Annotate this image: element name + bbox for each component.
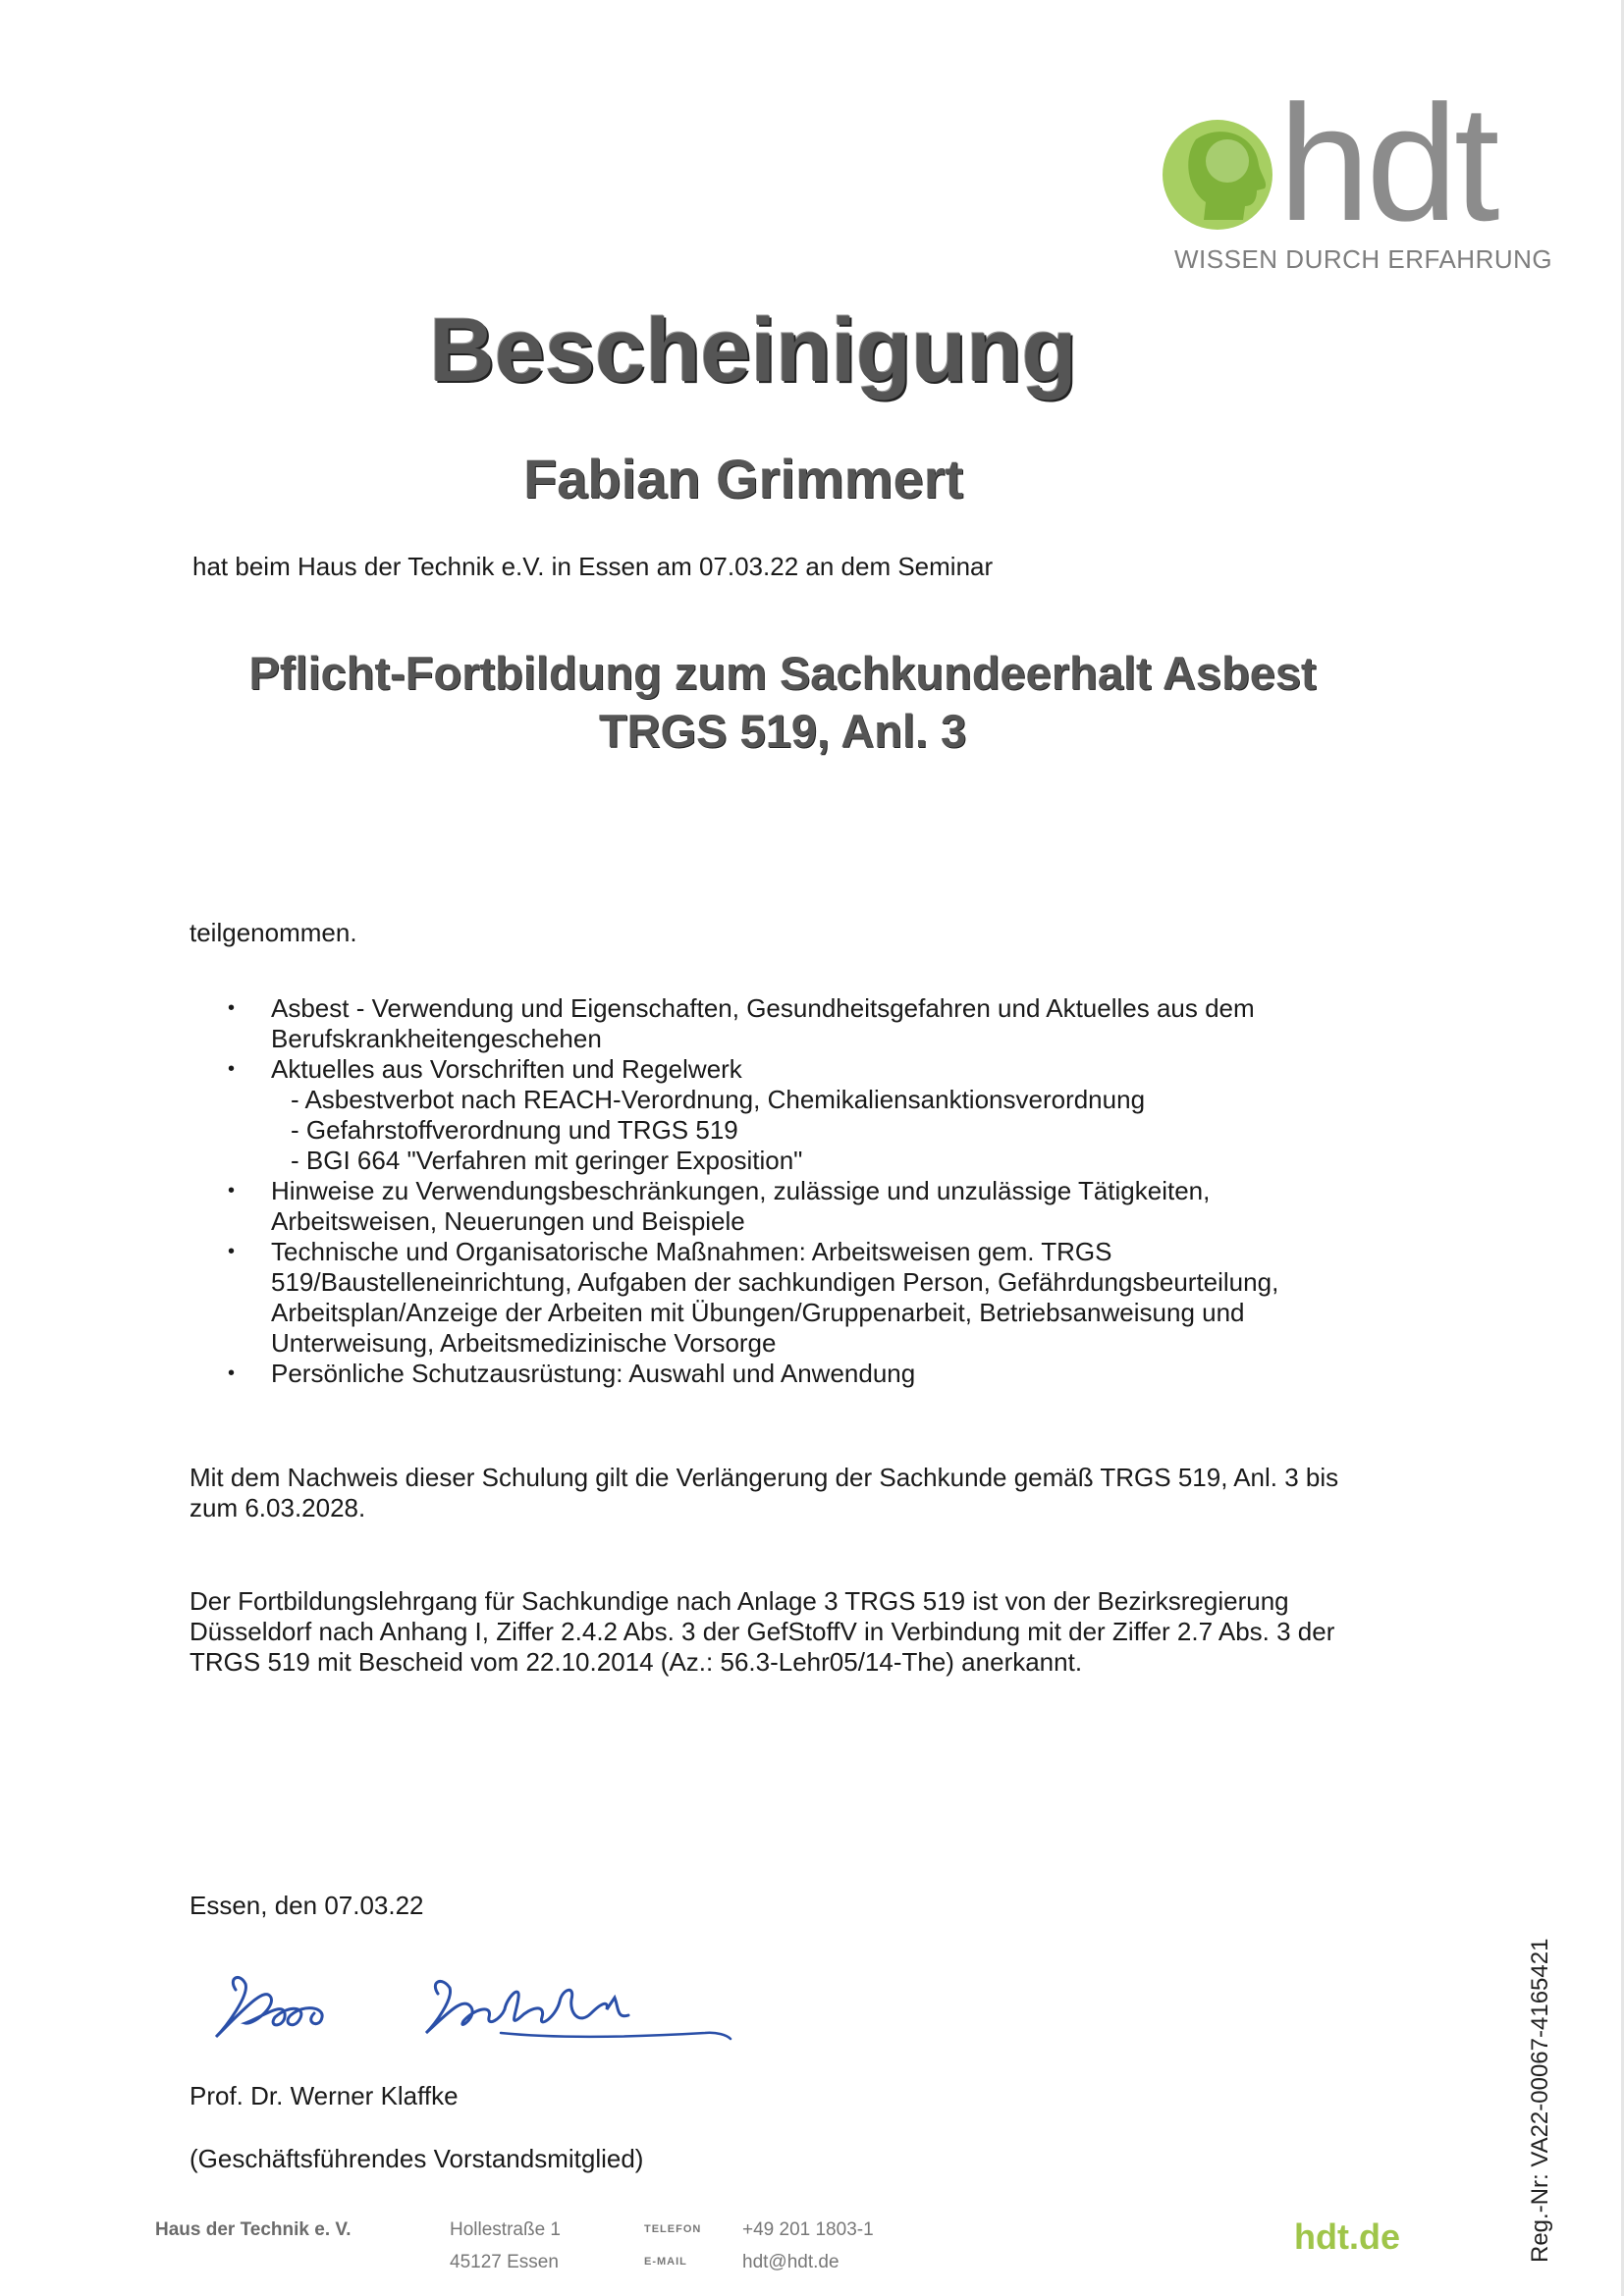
paragraph-line: zum 6.03.2028. <box>189 1493 366 1522</box>
subtopic-line: - Asbestverbot nach REACH-Verordnung, Chemikaliensanktionsverordnung <box>291 1085 1146 1114</box>
head-profile-icon <box>1159 110 1286 238</box>
topic-list <box>228 993 1435 1389</box>
topic-line: Arbeitsplan/Anzeige der Arbeiten mit Übungen/Gruppenarbeit, Betriebsanweisung und <box>271 1298 1245 1327</box>
place-date: Essen, den 07.03.22 <box>189 1891 424 1920</box>
validity-paragraph <box>189 1463 1466 1523</box>
signer-name: Prof. Dr. Werner Klaffke <box>189 2081 459 2110</box>
course-title-line: Pflicht-Fortbildung zum Sachkundeerhalt Asbest <box>248 647 1317 699</box>
footer-email-label: E-MAIL <box>644 2256 687 2268</box>
topic-line: Hinweise zu Verwendungsbeschränkungen, zulässige und unzulässige Tätigkeiten, <box>271 1176 1211 1205</box>
topic-line: Asbest - Verwendung und Eigenschaften, Gesundheitsgefahren und Aktuelles aus dem <box>271 993 1255 1023</box>
recipient-name: Fabian Grimmert <box>522 448 964 509</box>
participated-text: teilgenommen. <box>189 918 357 947</box>
handwritten-signature <box>206 1939 815 2056</box>
footer-city: 45127 Essen <box>450 2252 559 2272</box>
list-item <box>228 993 1435 1054</box>
paragraph-line: TRGS 519 mit Bescheid vom 22.10.2014 (Az.: 56.3-Lehr05/14-The) anerkannt. <box>189 1647 1083 1677</box>
registration-number <box>1527 1929 1566 2263</box>
footer-website: hdt.de <box>1294 2216 1400 2257</box>
footer <box>0 2214 1624 2282</box>
signer-role: (Geschäftsführendes Vorstandsmitglied) <box>189 2144 644 2173</box>
topic-line: Unterweisung, Arbeitsmedizinische Vorsorge <box>271 1328 777 1358</box>
topic-line: Technische und Organisatorische Maßnahmen: Arbeitsweisen gem. TRGS <box>271 1237 1112 1266</box>
logo-tagline: WISSEN DURCH ERFAHRUNG <box>1174 244 1553 274</box>
course-title-line: TRGS 519, Anl. 3 <box>598 705 967 757</box>
hdt-logo <box>1159 71 1553 282</box>
footer-phone: +49 201 1803-1 <box>742 2219 874 2240</box>
topic-line: Persönliche Schutzausrüstung: Auswahl und Anwendung <box>271 1359 916 1388</box>
list-item <box>228 1359 1435 1389</box>
topic-line: Berufskrankheitengeschehen <box>271 1024 602 1053</box>
document-title: Bescheinigung <box>429 300 1077 400</box>
topic-line: 519/Baustelleneinrichtung, Aufgaben der sachkundigen Person, Gefährdungsbeurteilung, <box>271 1267 1279 1297</box>
accreditation-paragraph <box>189 1586 1466 1678</box>
topic-line: Arbeitsweisen, Neuerungen und Beispiele <box>271 1206 745 1236</box>
list-item <box>228 1237 1435 1359</box>
logo-wordmark: hdt <box>1278 71 1496 255</box>
topic-line: Aktuelles aus Vorschriften und Regelwerk <box>271 1054 742 1084</box>
footer-phone-label: TELEFON <box>644 2223 702 2235</box>
footer-organization: Haus der Technik e. V. <box>155 2219 352 2240</box>
footer-email: hdt@hdt.de <box>742 2252 839 2272</box>
list-item <box>228 1176 1435 1237</box>
subtopic-line: - BGI 664 "Verfahren mit geringer Exposition" <box>291 1146 803 1175</box>
paragraph-line: Der Fortbildungslehrgang für Sachkundige nach Anlage 3 TRGS 519 ist von der Bezirksregierung <box>189 1586 1289 1616</box>
intro-text: hat beim Haus der Technik e.V. in Essen am 07.03.22 an dem Seminar <box>192 552 994 581</box>
registration-number-text: Reg.-Nr: VA22-00067-4165421 <box>1527 1938 1553 2263</box>
paragraph-line: Düsseldorf nach Anhang I, Ziffer 2.4.2 Abs. 3 der GefStoffV in Verbindung mit der Ziffer 2.7 Abs. 3 der <box>189 1617 1335 1646</box>
course-title <box>0 644 1595 760</box>
footer-street: Hollestraße 1 <box>450 2219 561 2240</box>
subtopic-line: - Gefahrstoffverordnung und TRGS 519 <box>291 1115 738 1145</box>
paragraph-line: Mit dem Nachweis dieser Schulung gilt die Verlängerung der Sachkunde gemäß TRGS 519, Anl. 3 bis <box>189 1463 1339 1492</box>
list-item <box>228 1054 1435 1176</box>
